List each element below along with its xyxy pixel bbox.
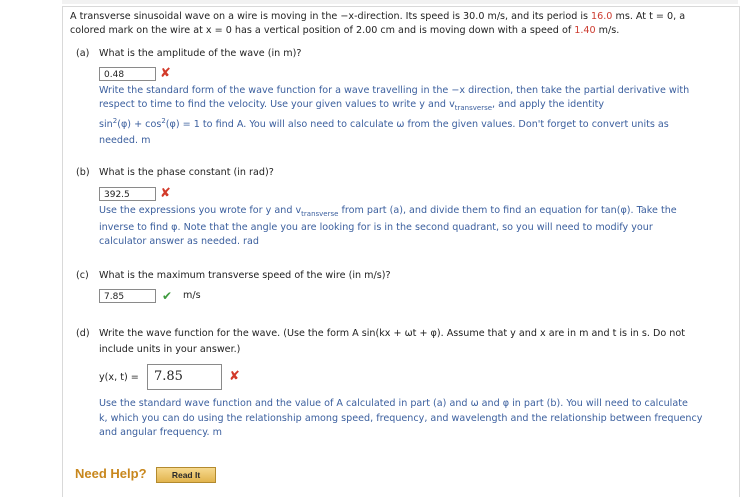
part-b-label: (b): [76, 167, 90, 178]
part-a-hint-line-3: $\sin^2(\varphi) + \cos^2(\varphi) = 1$ to find A. You will also need to calculate ω from the given values. Don't forget to convert units as: [99, 117, 669, 130]
part-d-hint-line-3: and angular frequency. m: [99, 427, 222, 438]
part-b-answer-input[interactable]: 392.5: [99, 187, 156, 201]
part-a-answer-input[interactable]: 0.48: [99, 67, 156, 81]
part-a-hint-line-1: Write the standard form of the wave function for a wave travelling in the −x direction, then take the partial derivative with: [99, 85, 690, 96]
part-d-question-line-1: Write the wave function for the wave. (Use the form A sin(kx + ωt + φ). Assume that y and x are in m and t is in s. Do not: [99, 328, 686, 339]
part-b-hint-line-1: Use the expressions you wrote for y and $v_{transverse}$ from part (a), and divide them to find an equation for tan(φ). Take the: [99, 205, 677, 218]
part-c-question: What is the maximum transverse speed of the wire (in m/s)?: [99, 270, 391, 281]
part-b-question: What is the phase constant (in rad)?: [99, 167, 274, 178]
need-help-label: Need Help?: [75, 466, 147, 481]
part-c-label: (c): [76, 270, 89, 281]
correct-checkmark-icon: ✔: [162, 289, 173, 303]
read-it-button[interactable]: Read It: [156, 467, 216, 483]
wave-function-label: y(x, t) =: [99, 372, 139, 383]
speed-value: 1.40: [574, 25, 596, 36]
incorrect-x-icon: ✘: [229, 369, 240, 384]
part-d-answer-input[interactable]: 7.85: [147, 364, 222, 390]
part-c-answer-input[interactable]: 7.85: [99, 289, 156, 303]
problem-line-1: A transverse sinusoidal wave on a wire is moving in the −x-direction. Its speed is 30.0 m/s, and its period is 16.0 ms. At t = 0, a: [70, 11, 686, 22]
part-b-hint-line-2: inverse to find φ. Note that the angle you are looking for is in the second quadrant, so you will need to modify your: [99, 222, 653, 233]
problem-line-2: colored mark on the wire at x = 0 has a vertical position of 2.00 cm and is moving down with a speed of 1.40 m/s.: [70, 25, 620, 36]
part-a-hint-line-2: respect to time to find the velocity. Use your given values to write y and $v_{transverse}$, and apply the identity: [99, 99, 605, 112]
incorrect-x-icon: ✘: [160, 66, 171, 81]
top-border: [62, 0, 738, 4]
part-d-question-line-2: include units in your answer.): [99, 344, 241, 355]
part-d-hint-line-1: Use the standard wave function and the value of A calculated in part (a) and ω and φ in part (b). You will need to calculate: [99, 398, 688, 409]
part-c-unit: m/s: [183, 290, 201, 301]
period-value: 16.0: [591, 11, 613, 22]
part-a-label: (a): [76, 48, 90, 59]
part-a-hint-line-4: needed. m: [99, 135, 151, 146]
part-d-hint-line-2: k, which you can do using the relationship among speed, frequency, and wavelength and the relationship between frequency: [99, 413, 703, 424]
part-b-hint-line-3: calculator answer as needed. rad: [99, 236, 259, 247]
part-d-label: (d): [76, 328, 90, 339]
part-a-question: What is the amplitude of the wave (in m)?: [99, 48, 302, 59]
incorrect-x-icon: ✘: [160, 186, 171, 201]
